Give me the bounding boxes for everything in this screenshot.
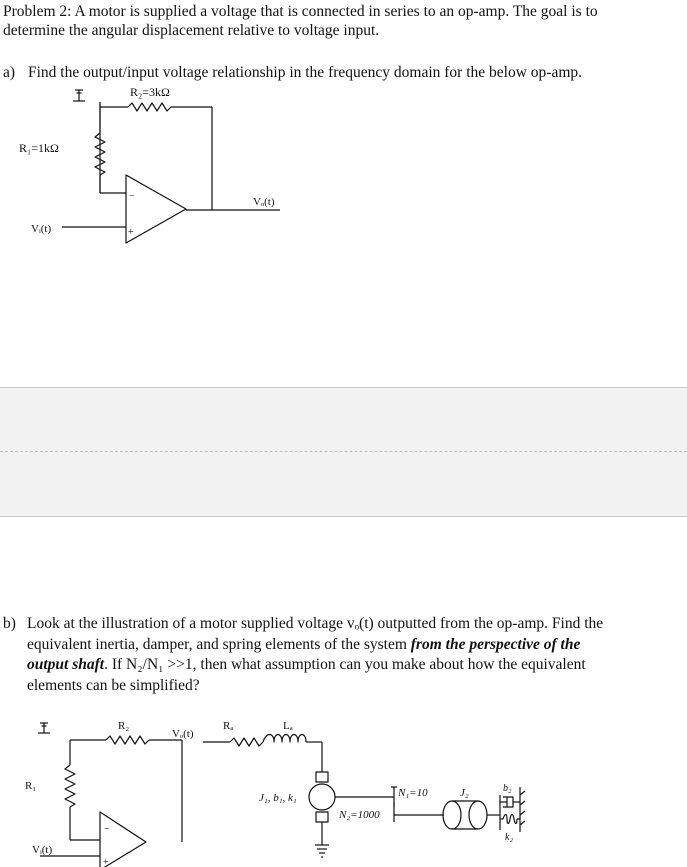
- part-a-circuit: [62, 90, 280, 243]
- b-motor-params-label: J₁, b₁, k₁: [259, 792, 297, 804]
- part-a-prefix: a): [3, 64, 16, 81]
- a-r2-label: R₂=3kΩ: [130, 85, 170, 99]
- part-b-line-3: [27, 655, 586, 674]
- part-b-line-1: Look at the illustration of a motor supplied voltage vₒ(t) outputted from the op-amp. Find the: [27, 615, 604, 632]
- b-minus-terminal: −: [104, 824, 110, 835]
- part-b-line-4: elements can be simplified?: [27, 677, 200, 694]
- b-k2-label: k₂: [505, 832, 513, 843]
- a-r1-label: R₁=1kΩ: [19, 141, 59, 155]
- b-r2-label: R₂: [118, 720, 130, 732]
- problem-line-2: determine the angular displacement relative to voltage input.: [3, 22, 380, 39]
- part-b-line-2-plain: equivalent inertia, damper, and spring elements of the system: [27, 636, 411, 653]
- part-b-line-2: [27, 635, 580, 654]
- part-a-question: Find the output/input voltage relationship in the frequency domain for the below op-amp.: [28, 64, 583, 81]
- b-j2-label: J₂: [460, 787, 469, 799]
- b-plus-terminal: +: [103, 857, 109, 867]
- part-b-line-2-emphasis: from the perspective of the: [410, 636, 581, 653]
- b-ra-label: Rₐ: [223, 720, 234, 732]
- a-vi-label: Vᵢ(t): [31, 223, 52, 235]
- b-vi-label: Vᵢ(t): [32, 844, 53, 856]
- answer-panel: [0, 387, 687, 517]
- b-la-label: Lₐ: [283, 720, 293, 732]
- part-b-prefix: b): [3, 615, 16, 632]
- b-n1-label: N₁=10: [398, 787, 428, 799]
- part-b-line-3-emphasis: output shaft: [27, 656, 105, 673]
- part-b-line-3-plain: . If N₂/N₁ >>1, then what assumption can you make about how the equivalent: [104, 656, 586, 673]
- b-n2-label: N₂=1000: [339, 809, 380, 821]
- b-r1-label: R₁: [25, 780, 37, 792]
- dashed-divider: [0, 451, 687, 452]
- b-b2-label: b₂: [503, 783, 512, 794]
- b-vo-label: Vₒ(t): [172, 728, 194, 740]
- problem-line-1: Problem 2: A motor is supplied a voltage that is connected in series to an op-amp. The goal is to: [3, 3, 598, 20]
- a-plus-terminal: +: [128, 227, 134, 238]
- a-vo-label: Vₒ(t): [253, 196, 275, 208]
- a-minus-terminal: −: [129, 191, 135, 202]
